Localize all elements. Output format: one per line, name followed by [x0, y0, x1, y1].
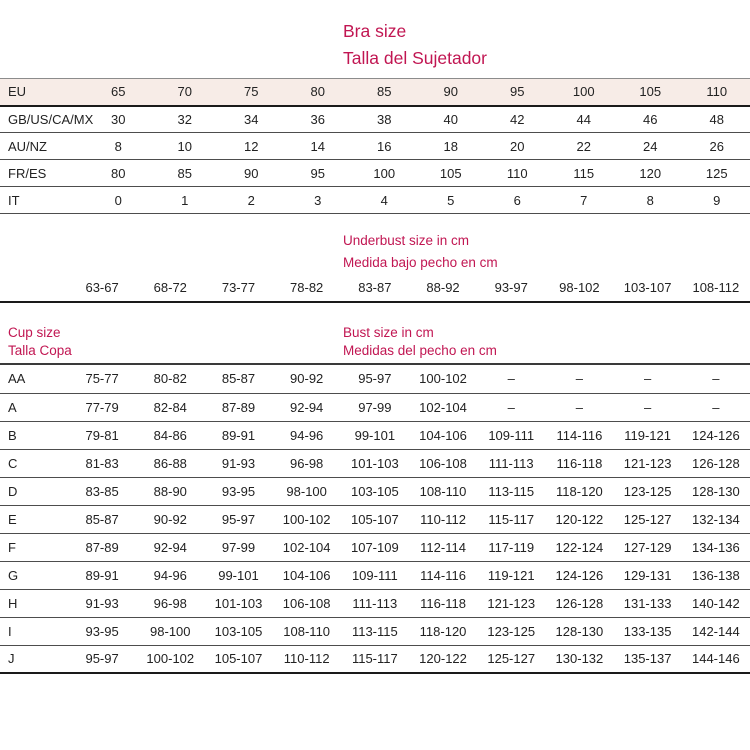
size-cell: 8: [85, 133, 152, 160]
size-cell: 65: [85, 79, 152, 106]
size-cell: 136-138: [682, 561, 750, 589]
size-cell: 118-120: [545, 477, 613, 505]
size-cell: 125-127: [614, 505, 682, 533]
size-cell: 123-125: [614, 477, 682, 505]
size-cell: 127-129: [614, 533, 682, 561]
underbust-table: [0, 274, 750, 303]
size-cell: 18: [418, 133, 485, 160]
size-cell: 85: [351, 79, 418, 106]
row-label: I: [0, 617, 68, 645]
underbust-heading-es: Medida bajo pecho en cm: [343, 255, 498, 270]
size-cell: 142-144: [682, 617, 750, 645]
underbust-row: [0, 274, 750, 302]
underbust-heading-en: Underbust size in cm: [343, 233, 470, 248]
size-cell: 95-97: [204, 505, 272, 533]
size-cell: 114-116: [409, 561, 477, 589]
cup-row-f: [0, 533, 750, 561]
size-cell: 132-134: [682, 505, 750, 533]
cup-row-aa: [0, 365, 750, 393]
cup-row-e: [0, 505, 750, 533]
size-cell: 75: [218, 79, 285, 106]
underbust-heading: [343, 230, 750, 274]
cup-size-heading-es: Talla Copa: [8, 343, 72, 358]
size-cell: 85: [152, 160, 219, 187]
size-cell: 109-111: [341, 561, 409, 589]
size-cell: 116-118: [545, 449, 613, 477]
size-cell: 40: [418, 106, 485, 133]
size-cell: 124-126: [545, 561, 613, 589]
size-cell: –: [545, 365, 613, 393]
size-cell: 125-127: [477, 645, 545, 673]
size-cell: 77-79: [68, 393, 136, 421]
row-label: D: [0, 477, 68, 505]
row-label: AU/NZ: [0, 133, 85, 160]
size-cell: 87-89: [204, 393, 272, 421]
size-cell: 97-99: [341, 393, 409, 421]
size-cell: 95: [484, 79, 551, 106]
size-cell: 91-93: [68, 589, 136, 617]
size-cell: –: [614, 393, 682, 421]
size-cell: 95-97: [68, 645, 136, 673]
row-label: E: [0, 505, 68, 533]
underbust-range-cell: 98-102: [545, 274, 613, 302]
size-cell: 96-98: [136, 589, 204, 617]
size-cell: 120: [617, 160, 684, 187]
size-cell: 95: [285, 160, 352, 187]
page-title-en: Bra size: [343, 21, 407, 41]
size-cell: 101-103: [341, 449, 409, 477]
size-cell: 1: [152, 187, 219, 214]
size-cell: 114-116: [545, 421, 613, 449]
cup-row-a: [0, 393, 750, 421]
cup-row-g: [0, 561, 750, 589]
size-cell: 110: [684, 79, 750, 106]
size-cell: 9: [684, 187, 750, 214]
size-cell: 98-100: [136, 617, 204, 645]
cup-row-b: [0, 421, 750, 449]
size-cell: 89-91: [68, 561, 136, 589]
size-cell: 100-102: [409, 365, 477, 393]
size-cell: 90: [218, 160, 285, 187]
size-cell: 112-114: [409, 533, 477, 561]
row-label: AA: [0, 365, 68, 393]
size-cell: –: [682, 393, 750, 421]
size-cell: 10: [152, 133, 219, 160]
size-cell: 90: [418, 79, 485, 106]
size-cell: 99-101: [341, 421, 409, 449]
row-label: EU: [0, 79, 85, 106]
size-cell: 124-126: [682, 421, 750, 449]
conversion-table: [0, 78, 750, 214]
cup-size-heading-left: [8, 324, 343, 360]
size-cell: 126-128: [545, 589, 613, 617]
size-cell: 81-83: [68, 449, 136, 477]
size-cell: 0: [85, 187, 152, 214]
size-cell: 104-106: [409, 421, 477, 449]
cup-size-heading-en: Cup size: [8, 325, 61, 340]
size-cell: 86-88: [136, 449, 204, 477]
underbust-range-cell: 83-87: [341, 274, 409, 302]
size-cell: 106-108: [273, 589, 341, 617]
size-cell: 140-142: [682, 589, 750, 617]
size-cell: 42: [484, 106, 551, 133]
size-cell: –: [614, 365, 682, 393]
size-cell: –: [682, 365, 750, 393]
size-cell: 6: [484, 187, 551, 214]
size-cell: 107-109: [341, 533, 409, 561]
size-cell: 32: [152, 106, 219, 133]
size-cell: 110-112: [409, 505, 477, 533]
row-label: GB/US/CA/MX: [0, 106, 85, 133]
row-label: IT: [0, 187, 85, 214]
size-cell: 113-115: [341, 617, 409, 645]
size-cell: 126-128: [682, 449, 750, 477]
cup-size-table-body: [0, 365, 750, 673]
size-cell: 38: [351, 106, 418, 133]
size-cell: 102-104: [273, 533, 341, 561]
row-label: F: [0, 533, 68, 561]
size-cell: 118-120: [409, 617, 477, 645]
underbust-range-cell: 63-67: [68, 274, 136, 302]
size-cell: 93-95: [68, 617, 136, 645]
size-cell: –: [477, 365, 545, 393]
size-cell: 121-123: [614, 449, 682, 477]
size-cell: 125: [684, 160, 750, 187]
cup-row-d: [0, 477, 750, 505]
size-cell: 90-92: [273, 365, 341, 393]
size-cell: 100: [551, 79, 618, 106]
page-title: [343, 18, 750, 72]
size-cell: 4: [351, 187, 418, 214]
size-cell: 94-96: [136, 561, 204, 589]
size-cell: 115-117: [477, 505, 545, 533]
size-cell: 133-135: [614, 617, 682, 645]
size-cell: 92-94: [273, 393, 341, 421]
size-cell: 80-82: [136, 365, 204, 393]
bust-size-heading-es: Medidas del pecho en cm: [343, 343, 497, 358]
underbust-range-cell: 93-97: [477, 274, 545, 302]
size-cell: 7: [551, 187, 618, 214]
size-cell: 94-96: [273, 421, 341, 449]
size-cell: 12: [218, 133, 285, 160]
size-cell: 95-97: [341, 365, 409, 393]
size-cell: –: [477, 393, 545, 421]
size-cell: 83-85: [68, 477, 136, 505]
size-cell: 115: [551, 160, 618, 187]
size-cell: 92-94: [136, 533, 204, 561]
size-cell: 5: [418, 187, 485, 214]
size-cell: 113-115: [477, 477, 545, 505]
size-cell: 90-92: [136, 505, 204, 533]
size-cell: 120-122: [409, 645, 477, 673]
size-cell: 34: [218, 106, 285, 133]
page-title-es: Talla del Sujetador: [343, 48, 487, 68]
size-cell: 85-87: [204, 365, 272, 393]
size-cell: 105-107: [341, 505, 409, 533]
row-label: B: [0, 421, 68, 449]
cup-row-i: [0, 617, 750, 645]
size-cell: 30: [85, 106, 152, 133]
row-label: FR/ES: [0, 160, 85, 187]
size-cell: 101-103: [204, 589, 272, 617]
size-cell: 75-77: [68, 365, 136, 393]
size-cell: 8: [617, 187, 684, 214]
conversion-row-fr-es: [0, 160, 750, 187]
empty-cell: [0, 274, 68, 302]
size-cell: 85-87: [68, 505, 136, 533]
conversion-row-au-nz: [0, 133, 750, 160]
row-label: A: [0, 393, 68, 421]
size-cell: 103-105: [204, 617, 272, 645]
conversion-row-eu: [0, 79, 750, 106]
size-cell: 100-102: [273, 505, 341, 533]
size-cell: 104-106: [273, 561, 341, 589]
underbust-range-cell: 73-77: [204, 274, 272, 302]
underbust-range-cell: 68-72: [136, 274, 204, 302]
size-cell: 105-107: [204, 645, 272, 673]
size-cell: 80: [285, 79, 352, 106]
size-cell: 93-95: [204, 477, 272, 505]
conversion-row-gb-us-ca-mx: [0, 106, 750, 133]
size-cell: 16: [351, 133, 418, 160]
size-cell: 111-113: [341, 589, 409, 617]
cup-row-j: [0, 645, 750, 673]
size-cell: 131-133: [614, 589, 682, 617]
size-cell: 70: [152, 79, 219, 106]
size-cell: 100-102: [136, 645, 204, 673]
size-cell: 14: [285, 133, 352, 160]
cup-size-heading: [0, 324, 750, 365]
size-cell: 111-113: [477, 449, 545, 477]
size-cell: 135-137: [614, 645, 682, 673]
size-cell: 22: [551, 133, 618, 160]
size-cell: 96-98: [273, 449, 341, 477]
size-cell: 106-108: [409, 449, 477, 477]
row-label: J: [0, 645, 68, 673]
size-cell: 20: [484, 133, 551, 160]
size-cell: 91-93: [204, 449, 272, 477]
size-cell: 80: [85, 160, 152, 187]
size-cell: 115-117: [341, 645, 409, 673]
size-cell: 103-105: [341, 477, 409, 505]
row-label: G: [0, 561, 68, 589]
size-cell: 82-84: [136, 393, 204, 421]
conversion-row-it: [0, 187, 750, 214]
size-cell: 130-132: [545, 645, 613, 673]
size-cell: 26: [684, 133, 750, 160]
underbust-table-body: [0, 274, 750, 302]
size-cell: 98-100: [273, 477, 341, 505]
underbust-range-cell: 103-107: [614, 274, 682, 302]
cup-row-h: [0, 589, 750, 617]
size-cell: 36: [285, 106, 352, 133]
size-cell: 129-131: [614, 561, 682, 589]
size-cell: 122-124: [545, 533, 613, 561]
underbust-range-cell: 108-112: [682, 274, 750, 302]
bust-size-heading: [343, 324, 497, 360]
size-cell: 99-101: [204, 561, 272, 589]
size-cell: 105: [617, 79, 684, 106]
size-cell: 119-121: [477, 561, 545, 589]
size-cell: 24: [617, 133, 684, 160]
underbust-range-cell: 88-92: [409, 274, 477, 302]
size-cell: 128-130: [682, 477, 750, 505]
size-cell: 84-86: [136, 421, 204, 449]
size-cell: 110: [484, 160, 551, 187]
size-cell: 3: [285, 187, 352, 214]
size-cell: 48: [684, 106, 750, 133]
cup-size-table: [0, 365, 750, 674]
size-cell: 108-110: [409, 477, 477, 505]
size-cell: 121-123: [477, 589, 545, 617]
size-cell: 123-125: [477, 617, 545, 645]
size-cell: 88-90: [136, 477, 204, 505]
size-cell: 117-119: [477, 533, 545, 561]
size-cell: 105: [418, 160, 485, 187]
conversion-table-body: [0, 79, 750, 214]
size-cell: 134-136: [682, 533, 750, 561]
size-cell: 102-104: [409, 393, 477, 421]
size-cell: 79-81: [68, 421, 136, 449]
size-cell: 46: [617, 106, 684, 133]
size-cell: –: [545, 393, 613, 421]
size-cell: 116-118: [409, 589, 477, 617]
bust-size-heading-en: Bust size in cm: [343, 325, 434, 340]
size-cell: 110-112: [273, 645, 341, 673]
size-cell: 44: [551, 106, 618, 133]
cup-row-c: [0, 449, 750, 477]
size-cell: 119-121: [614, 421, 682, 449]
size-cell: 97-99: [204, 533, 272, 561]
row-label: H: [0, 589, 68, 617]
size-cell: 120-122: [545, 505, 613, 533]
size-cell: 87-89: [68, 533, 136, 561]
size-cell: 108-110: [273, 617, 341, 645]
size-cell: 89-91: [204, 421, 272, 449]
size-cell: 2: [218, 187, 285, 214]
size-cell: 128-130: [545, 617, 613, 645]
size-cell: 100: [351, 160, 418, 187]
size-cell: 144-146: [682, 645, 750, 673]
size-cell: 109-111: [477, 421, 545, 449]
underbust-range-cell: 78-82: [273, 274, 341, 302]
row-label: C: [0, 449, 68, 477]
